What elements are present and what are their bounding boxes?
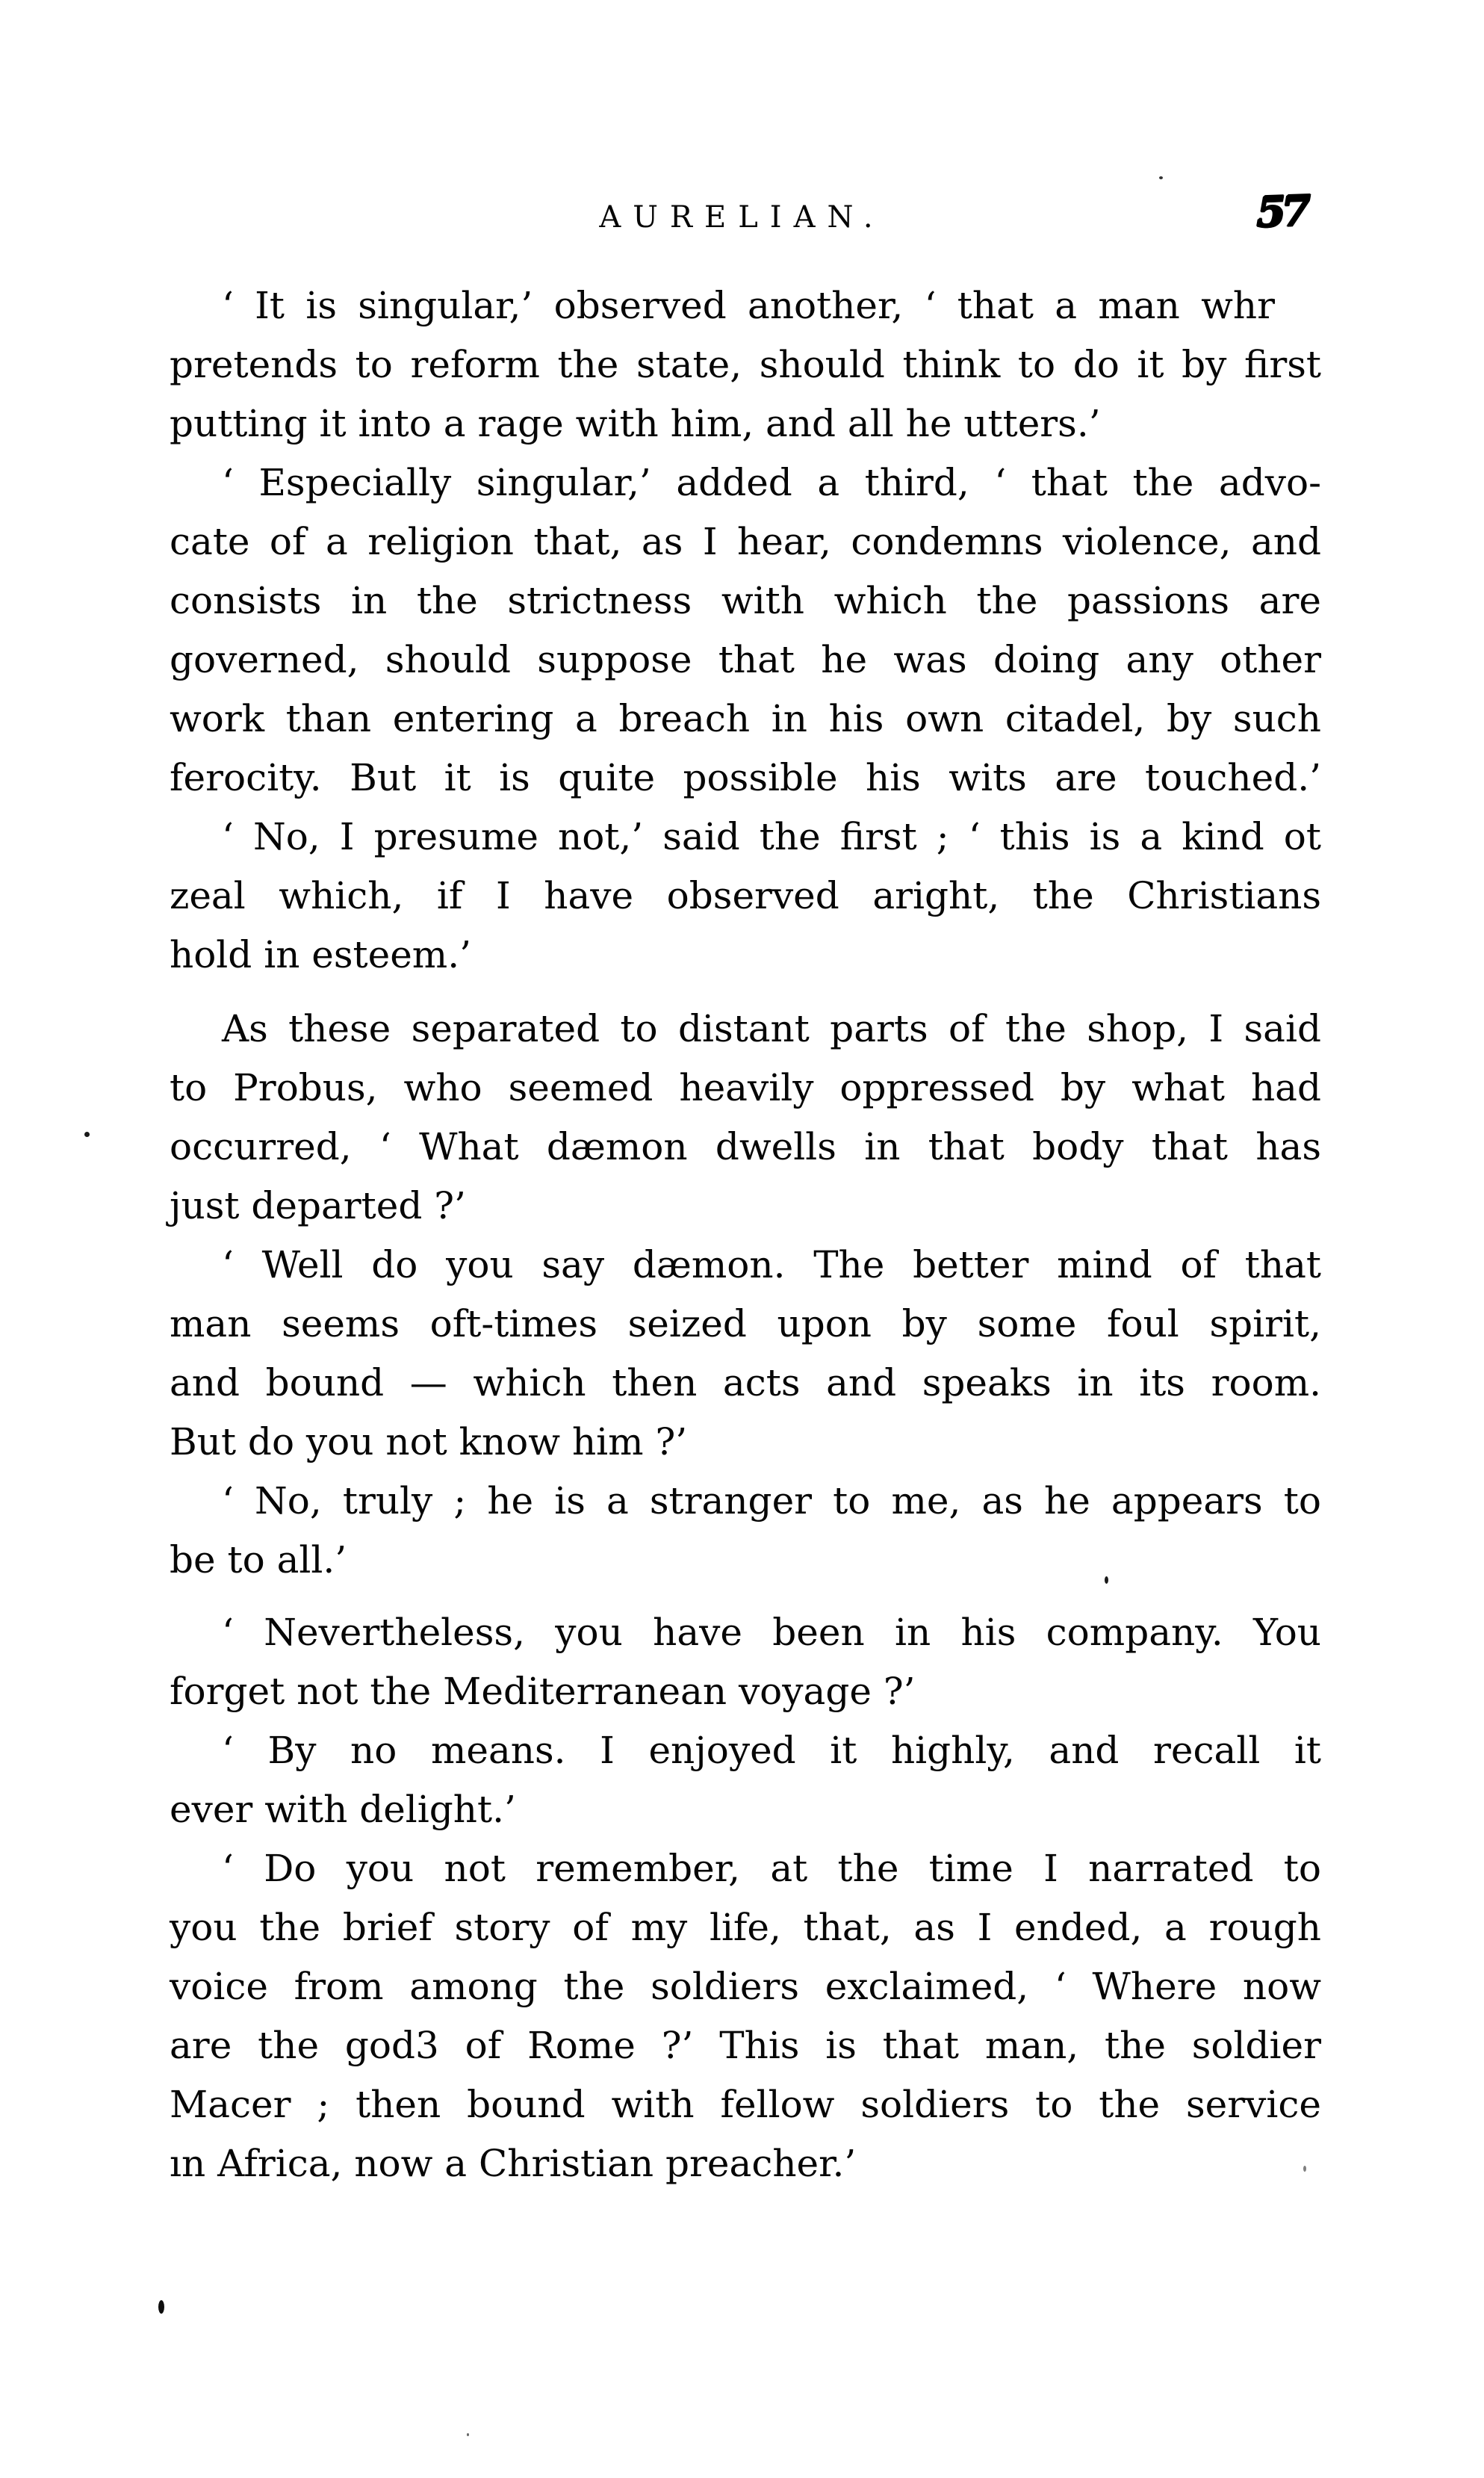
text-line: ‘ It is singular,’ observed another, ‘ that a man whr <box>222 284 1275 327</box>
text-line: ‘ No, I presume not,’ said the first ; ‘ this is a kind ot <box>222 815 1321 858</box>
text-line: forget not the Mediterranean voyage ?’ <box>170 1670 916 1713</box>
text-line: ever with delight.’ <box>170 1788 516 1831</box>
text-line: ‘ Do you not remember, at the time I narrated to <box>222 1847 1321 1890</box>
text-line: work than entering a breach in his own citadel, by such <box>170 697 1321 740</box>
paragraph <box>170 1839 1321 2193</box>
running-header-title: AURELIAN. <box>599 200 885 235</box>
paragraph <box>170 276 1321 453</box>
ink-artifact <box>158 2300 164 2314</box>
text-line: cate of a religion that, as I hear, condemns violence, and <box>170 520 1321 563</box>
text-line: man seems oft-times seized upon by some foul spirit, <box>170 1302 1321 1345</box>
ink-artifact <box>84 1132 90 1137</box>
paragraph <box>170 1000 1321 1236</box>
paragraph <box>170 808 1321 985</box>
paragraph <box>170 453 1321 808</box>
ink-artifact <box>1303 2166 1306 2172</box>
text-line: consists in the strictness with which the passions are <box>170 579 1321 622</box>
text-line: you the brief story of my life, that, as I ended, a rough <box>170 1906 1321 1949</box>
text-line: zeal which, if I have observed aright, the Christians <box>170 874 1321 917</box>
text-line: Macer ; then bound with fellow soldiers to the service <box>170 2083 1321 2126</box>
paragraph <box>170 1603 1321 1721</box>
text-line: are the god3 of Rome ?’ This is that man, the soldier <box>170 2024 1321 2067</box>
text-line: occurred, ‘ What dæmon dwells in that body that has <box>170 1125 1321 1168</box>
text-line: ferocity. But it is quite possible his wits are touched.’ <box>170 756 1321 799</box>
text-line: just departed ?’ <box>170 1184 466 1227</box>
text-line: ‘ No, truly ; he is a stranger to me, as he appears to <box>222 1479 1321 1523</box>
ink-artifact <box>1159 176 1163 179</box>
text-line: governed, should suppose that he was doing any other <box>170 638 1321 681</box>
ink-artifact <box>467 2433 469 2436</box>
text-line: voice from among the soldiers exclaimed, ‘ Where now <box>170 1965 1321 2008</box>
text-line: to Probus, who seemed heavily oppressed by what had <box>170 1066 1321 1109</box>
text-line: As these separated to distant parts of the shop, I said <box>222 1007 1321 1050</box>
text-line: ın Africa, now a Christian preacher.’ <box>170 2142 857 2185</box>
ink-artifact <box>1105 1576 1108 1584</box>
text-line: be to all.’ <box>170 1538 347 1582</box>
text-line: ‘ Especially singular,’ added a third, ‘ that the advo- <box>222 461 1321 504</box>
paragraph <box>170 1236 1321 1472</box>
paragraph <box>170 1472 1321 1590</box>
text-line: pretends to reform the state, should think to do it by first <box>170 343 1321 386</box>
text-line: But do you not know him ?’ <box>170 1420 688 1463</box>
page-body-text <box>170 276 1321 2193</box>
text-line: ‘ Well do you say dæmon. The better mind of that <box>222 1243 1321 1286</box>
text-line: ‘ By no means. I enjoyed it highly, and recall it <box>222 1729 1321 1772</box>
text-line: and bound — which then acts and speaks in its room. <box>170 1361 1321 1404</box>
text-line: putting it into a rage with him, and all he utters.’ <box>170 402 1101 445</box>
page-number: 57 <box>1251 185 1311 238</box>
paragraph <box>170 1721 1321 1839</box>
text-line: hold in esteem.’ <box>170 933 472 976</box>
text-line: ‘ Nevertheless, you have been in his company. You <box>222 1611 1321 1654</box>
